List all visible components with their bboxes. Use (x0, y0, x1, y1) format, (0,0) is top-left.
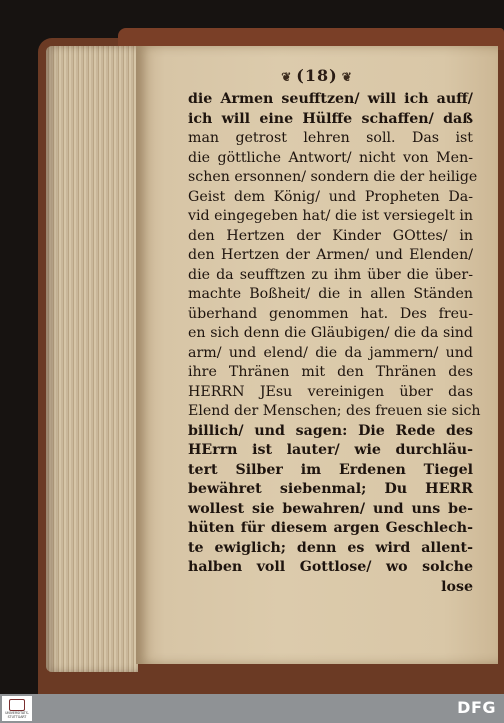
fleuron-icon-right: ❦ (341, 70, 353, 84)
text-line: die Armen seufftzen/ will ich auff/ (188, 91, 473, 107)
text-line: bewähret siebenmal; Du HERR (188, 481, 473, 497)
library-logo-icon (9, 699, 25, 711)
text-line: den Hertzen der Kinder GOttes/ in (188, 227, 473, 244)
text-line: vid eingegeben hat/ die ist versiegelt in (188, 208, 473, 224)
library-logo[interactable] (2, 696, 32, 721)
text-line: die göttliche Antwort/ nicht von Men- (188, 149, 473, 166)
text-line: ich will eine Hülffe schaffen/ daß (188, 110, 473, 127)
text-line: en sich denn die Gläubigen/ die da sind (188, 325, 473, 341)
page-text (188, 90, 481, 597)
text-line: te ewiglich; denn es wird allent- (188, 539, 473, 556)
text-line: den Hertzen der Armen/ und Elenden/ (188, 247, 473, 263)
page-edges (46, 46, 138, 672)
text-line: HERRN JEsu vereinigen über das (188, 383, 473, 400)
text-line: ihre Thränen mit den Thränen des (188, 364, 473, 380)
text-line: Geist dem König/ und Propheten Da- (188, 188, 473, 205)
library-logo-text: STUTTGART (7, 714, 27, 719)
text-line: arm/ und elend/ die da jammern/ und (188, 344, 473, 361)
viewer-footer-bar (0, 694, 504, 723)
book-page (136, 46, 498, 664)
page-number: (18) (296, 66, 338, 85)
library-logo-text: UNIVERSITÄTS- (5, 710, 29, 715)
text-line: HErrn ist lauter/ wie durchläu- (188, 442, 473, 458)
dfg-logo[interactable]: DFG (457, 698, 496, 717)
text-line: lose (441, 578, 473, 595)
fleuron-icon-left: ❦ (281, 70, 293, 84)
text-line: tert Silber im Erdenen Tiegel (188, 461, 473, 478)
text-line: wollest sie bewahren/ und uns be- (188, 500, 473, 517)
text-line: schen ersonnen/ sondern die der heilige (188, 169, 478, 185)
text-line: halben voll Gottlose/ wo solche (188, 559, 473, 575)
text-line: Elend der Menschen; des freuen sie sich (188, 403, 481, 419)
text-line: man getrost lehren soll. Das ist (188, 130, 473, 146)
text-line: die da seufftzen zu ihm über die über- (188, 266, 473, 283)
text-line: machte Boßheit/ die in allen Ständen (188, 286, 473, 302)
page-header (136, 66, 498, 85)
text-line: hüten für diesem argen Geschlech- (188, 520, 473, 536)
text-line: billich/ und sagen: Die Rede des (188, 422, 473, 439)
text-line: überhand genommen hat. Des freu- (188, 305, 473, 322)
